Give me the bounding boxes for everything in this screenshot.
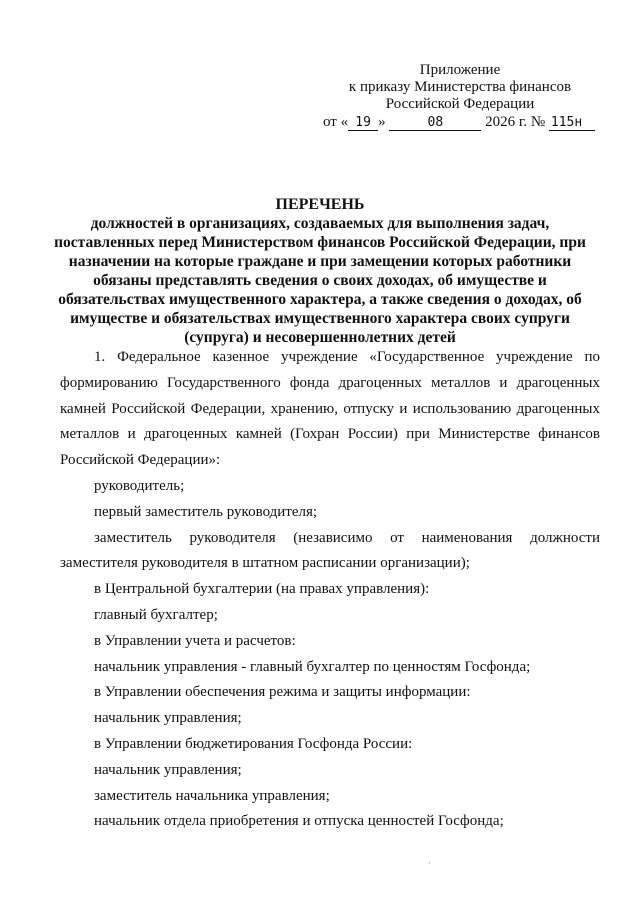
paragraph-line: Российской Федерации»: <box>60 452 221 469</box>
order-date-line <box>323 114 595 131</box>
list-item: в Управлении учета и расчетов: <box>94 632 296 649</box>
title-line: должностей в организациях, создаваемых для выполнения задач, <box>90 215 550 232</box>
list-item: начальник управления; <box>94 710 242 727</box>
order-reference: к приказу Министерства финансов <box>348 79 572 95</box>
federation-name: Российской Федерации <box>385 96 535 112</box>
order-day: 19 <box>348 115 378 131</box>
paragraph-line: камней Российской Федерации, хранению, отпуску и использованию драгоценных <box>60 400 600 417</box>
list-item: заместитель руководителя (независимо от наименования должности <box>94 529 600 546</box>
title-line: (супруга) и несовершеннолетних детей <box>184 329 456 346</box>
title-line: имуществе и обязательствах имущественного характера своих супруги <box>70 310 570 327</box>
paragraph-1 <box>60 345 600 474</box>
list-item: начальник управления - главный бухгалтер по ценностям Госфонда; <box>94 658 531 675</box>
title-line: обязаны представлять сведения о своих доходах, об имуществе и <box>93 272 547 289</box>
list-item: начальник отдела приобретения и отпуска ценностей Госфонда; <box>94 813 504 830</box>
list-item: первый заместитель руководителя; <box>94 503 318 520</box>
list-item: заместитель начальника управления; <box>94 787 330 804</box>
title-line: поставленных перед Министерством финансов Российской Федерации, при <box>54 234 586 251</box>
list-item: в Управлении бюджетирования Госфонда России: <box>94 735 413 752</box>
date-mid: » <box>378 114 386 130</box>
order-number: 115н <box>549 115 595 131</box>
paragraph-line: металлов и драгоценных камней (Гохран России) при Министерстве финансов <box>60 426 600 443</box>
title-line: назначении на которые граждане и при замещении которых работники <box>68 253 572 270</box>
order-month: 08 <box>389 115 481 131</box>
scan-speck: · <box>428 858 431 868</box>
appendix-header <box>300 62 620 113</box>
order-year: 2026 г. № <box>485 114 546 130</box>
list-item: руководитель; <box>94 477 185 494</box>
appendix-label: Приложение <box>419 62 501 78</box>
document-title <box>40 195 600 347</box>
list-item: в Центральной бухгалтерии (на правах управления): <box>94 581 430 598</box>
list-item-continuation: заместителя руководителя в штатном расписании организации); <box>60 555 470 572</box>
list-item: в Управлении обеспечения режима и защиты информации: <box>94 684 471 701</box>
title-heading: ПЕРЕЧЕНЬ <box>275 196 365 213</box>
title-line: обязательствах имущественного характера, а также сведения о доходах, об <box>58 291 582 308</box>
date-prefix: от « <box>323 114 349 130</box>
list-item: начальник управления; <box>94 761 242 778</box>
paragraph-line: формированию Государственного фонда драгоценных металлов и драгоценных <box>60 374 600 391</box>
list-item: главный бухгалтер; <box>94 606 218 623</box>
paragraph-line: 1. Федеральное казенное учреждение «Государственное учреждение по <box>94 349 600 365</box>
document-body <box>60 345 600 835</box>
